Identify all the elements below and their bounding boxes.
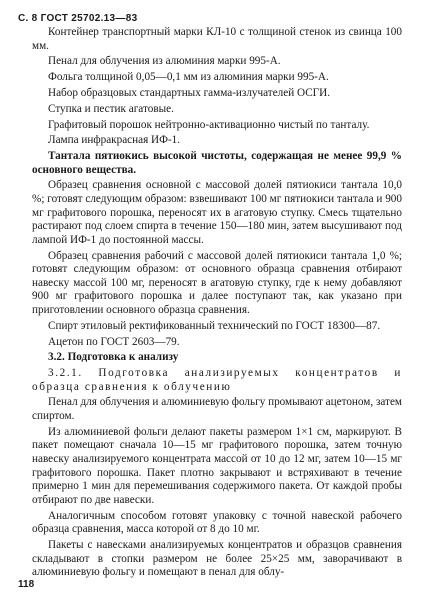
paragraph: 3.2. Подготовка к анализу — [48, 351, 179, 364]
paragraph: Контейнер транспортный марки КЛ-10 с толщиной стенок из свинца 100 мм. — [32, 26, 402, 52]
paragraph: Лампа инфракрасная ИФ-1. — [48, 134, 181, 147]
paragraph: Пенал для облучения и алюминиевую фольгу промывают ацетоном, затем спиртом. — [32, 396, 402, 423]
paragraph: 3.2.1. Подготовка анализируемых концентратов и образца сравнения к облучению — [32, 367, 402, 393]
paragraph: Образец сравнения основной с массовой долей пятиокиси тантала 10,0 %; готовят следующим образом: взвешивают 100 мг пятиокиси тантала и 900 мг графитового порошка, переносят их в агатовую ступку. Смесь тщательно растирают под слоем спирта в течение 150—180 мин, затем высушивают под лампой ИФ-1 до постоянной массы. — [32, 179, 402, 246]
paragraph: Графитовый порошок нейтронно-активационно чистый по танталу. — [48, 118, 370, 131]
paragraph: Фольга толщиной 0,05—0,1 мм из алюминия марки 995-А. — [48, 71, 329, 84]
paragraph: Пенал для облучения из алюминия марки 995-А. — [48, 55, 281, 68]
paragraph: Набор образцовых стандартных гамма-излучателей ОСГИ. — [48, 86, 331, 99]
page-header: С. 8 ГОСТ 25702.13—83 — [18, 13, 138, 24]
paragraph: Спирт этиловый ректификованный технический по ГОСТ 18300—87. — [48, 319, 381, 332]
paragraph: Из алюминиевой фольги делают пакеты размером 1×1 см, маркируют. В пакет помещают сначала 10—15 мг графитового порошка, затем точную навеску анализируемого концентрата массой от 10 до 12 мг, затем 10—15 мг графитового порошка. Пакет плотно закрывают и встряхивают в течение примерно 1 мин для перемешивания содержимого пакета. От каждой пробы отбирают по две навески. — [32, 425, 402, 506]
paragraph: Ступка и пестик агатовые. — [48, 102, 174, 115]
page-number: 118 — [18, 579, 35, 590]
paragraph: Образец сравнения рабочий с массовой долей пятиокиси тантала 1,0 %; готовят следующим образом: от основного образца сравнения отбирают навеску массой 100 мг, переносят в агатовую ступку, где к нему добавляют 900 мг графитового порошка и далее поступают так, как указано при приготовлении основного образца сравнения. — [32, 249, 402, 316]
paragraph: Тантала пятиокись высокой чистоты, содержащая не менее 99,9 % основного вещества. — [32, 150, 402, 176]
paragraph: Пакеты с навесками анализируемых концентратов и образцов сравнения складывают в стопки размером не более 25×25 мм, заворачивают в алюминиевую фольгу и помещают в пенал для облу- — [32, 538, 402, 579]
paragraph: Ацетон по ГОСТ 2603—79. — [48, 335, 180, 348]
body-text — [32, 26, 402, 582]
paragraph: Аналогичным способом готовят упаковку с точной навеской рабочего образца сравнения, масса которой от 8 до 10 мг. — [32, 509, 402, 536]
